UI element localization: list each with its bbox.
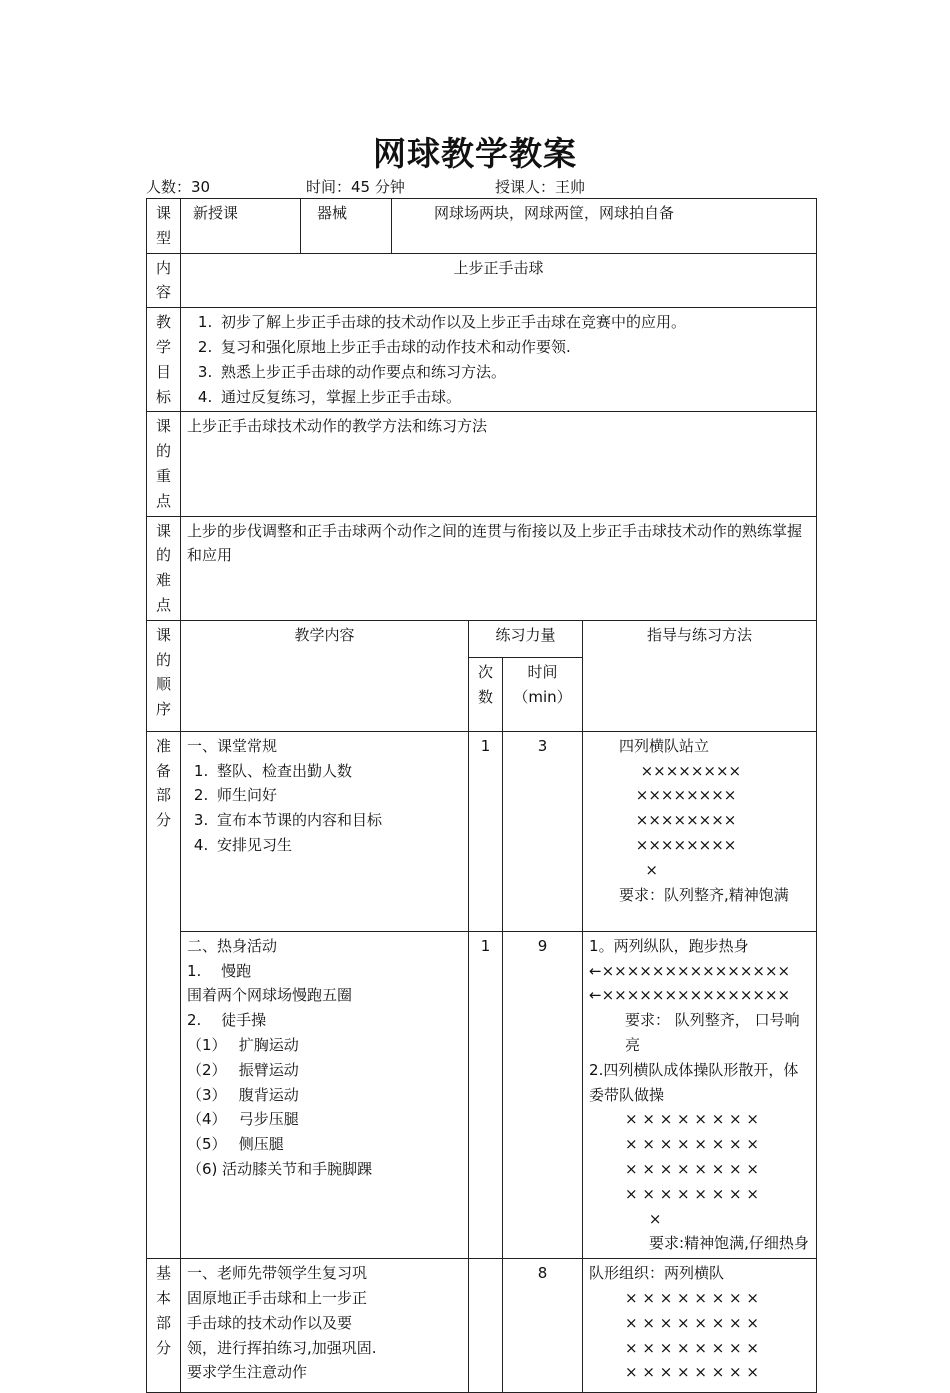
time-header: 时间 （min） (503, 657, 583, 731)
goal-item: 2. 复习和强化原地上步正手击球的动作技术和动作要领. (217, 335, 810, 360)
focus-label: 课的 重点 (147, 412, 181, 516)
goal-item: 4. 通过反复练习，掌握上步正手击球。 (217, 385, 810, 410)
basic-formation: × × × × × × × × × × × × × × × × × × × × × × × × × × × × × × × × (625, 1288, 759, 1382)
goals-label: 教学 目标 (147, 308, 181, 412)
difficulty-row (147, 516, 817, 620)
count-header: 次 数 (469, 657, 503, 731)
guidance-header: 指导与练习方法 (583, 620, 817, 731)
prep-routine-content: 一、课堂常规 1. 整队、检查出勤人数 2. 师生问好 3. 宣布本节课的内容和目标 4. 安排见习生 (181, 731, 469, 931)
warmup-requirement: 要求:精神饱满,仔细热身 (649, 1234, 809, 1253)
routine-item: 3. 宣布本节课的内容和目标 (213, 808, 383, 833)
lesson-time: 时间：45 分钟 (306, 178, 405, 196)
basic-section-label: 基本部分 (147, 1259, 181, 1393)
page-title: 网球教学教案 (373, 134, 577, 173)
content-row (147, 253, 817, 308)
prep-warmup-content: 二、热身活动 1. 慢跑 围着两个网球场慢跑五圈 2. 徒手操 （1） 扩胸运动 （2） 振臂运动 （3） 腹背运动 （4） 弓步压腿 （5） 侧压腿 （6) 活动膝关节和手腕脚踝 (181, 931, 469, 1258)
exercise-formation: × × × × × × × × × × × × × × × × × × × × × × × × × × × × × × × × × (625, 1110, 759, 1228)
goals-list-cell (181, 308, 817, 412)
teaching-content-header: 教学内容 (181, 620, 469, 731)
column-header-row (147, 620, 817, 657)
focus-value: 上步正手击球技术动作的教学方法和练习方法 (181, 412, 817, 516)
prep-routine-count: 1 (469, 731, 503, 931)
type-label: 课型 (147, 199, 181, 254)
running-columns: ←××××××××××××××× ←××××××××××××××× (589, 961, 791, 1005)
prep-section-label: 准备部分 (147, 731, 181, 1258)
type-value: 新授课 (181, 199, 301, 254)
prep-routine-row (147, 731, 817, 931)
basic-content: 一、老师先带领学生复习巩固原地正手击球和上一步正手击球的技术动作以及要领，进行挥拍练习,加强巩固.要求学生注意动作 (181, 1259, 469, 1393)
goal-item: 1. 初步了解上步正手击球的技术动作以及上步正手击球在竞赛中的应用。 (217, 310, 810, 335)
routine-item: 1. 整队、检查出勤人数 (213, 759, 383, 784)
difficulty-value: 上步的步伐调整和正手击球两个动作之间的连贯与衔接以及上步正手击球技术动作的熟练掌握和应用 (181, 516, 817, 620)
lesson-plan-table (146, 198, 817, 1393)
content-label: 内容 (147, 253, 181, 308)
basic-time: 8 (503, 1259, 583, 1393)
difficulty-label: 课的 难点 (147, 516, 181, 620)
prep-warmup-time: 9 (503, 931, 583, 1258)
goals-list (187, 310, 810, 409)
focus-row (147, 412, 817, 516)
basic-row (147, 1259, 817, 1393)
teacher: 授课人：王帅 (495, 178, 586, 196)
equipment-label: 器械 (301, 199, 392, 254)
type-row (147, 199, 817, 254)
people-count: 人数：30 (146, 178, 211, 196)
content-value: 上步正手击球 (181, 253, 817, 308)
practice-load-header: 练习力量 (469, 620, 583, 657)
prep-warmup-count: 1 (469, 931, 503, 1258)
basic-guidance: 队形组织：两列横队 × × × × × × × × × × × × × × × × × × × × × × × × × × × × × × × × (583, 1259, 817, 1393)
equipment-value: 网球场两块，网球两筐，网球拍自备 (392, 199, 817, 254)
prep-routine-guidance: 四列横队站立 ×××××××× ×××××××× ×××××××× ×××××××× × 要求：队列整齐,精神饱满 (583, 731, 817, 931)
goals-row (147, 308, 817, 412)
formation-four-rows: ×××××××× ×××××××× ×××××××× ×××××××× × (631, 761, 742, 879)
order-header: 课的顺序 (147, 620, 181, 731)
prep-warmup-row (147, 931, 817, 1258)
goal-item: 3. 熟悉上步正手击球的动作要点和练习方法。 (217, 360, 810, 385)
prep-requirement: 要求：队列整齐,精神饱满 (619, 885, 789, 904)
basic-count (469, 1259, 503, 1393)
routine-item: 2. 师生问好 (213, 783, 383, 808)
routine-item: 4. 安排见习生 (213, 833, 383, 858)
prep-routine-time: 3 (503, 731, 583, 931)
prep-warmup-guidance: 1。两列纵队，跑步热身 ←××××××××××××××× ←××××××××××××××× 要求： 队列整齐， 口号响亮 2.四列横队成体操队形散开，体委带队做操 × × × × × × × × × × × × × × × × × × × × × × × × × × × × × × × × × 要求:精神饱满,仔细热身 (583, 931, 817, 1258)
